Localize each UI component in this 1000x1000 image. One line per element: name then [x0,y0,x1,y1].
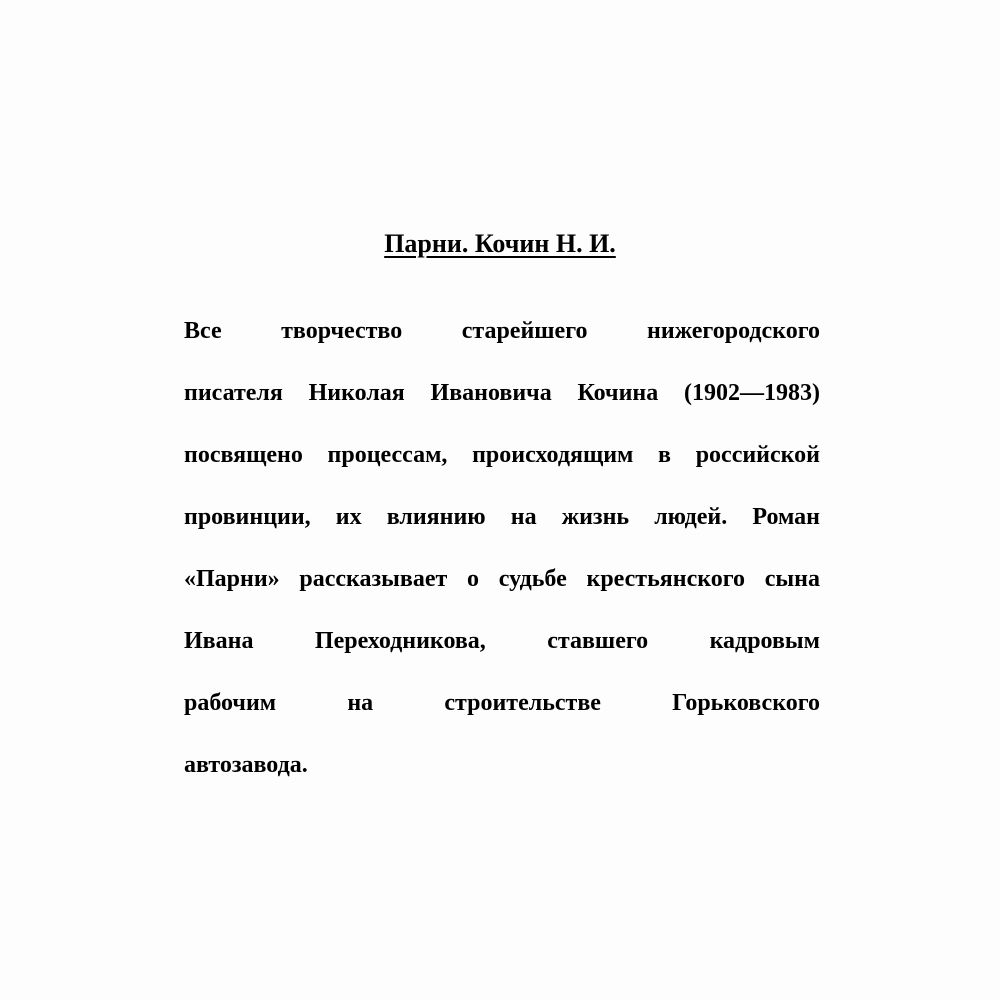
paragraph-line: писателя Николая Ивановича Кочина (1902—1983) [184,380,820,406]
document-title-text: Парни. Кочин Н. И. [384,229,616,258]
paragraph-line: «Парни» рассказывает о судьбе крестьянского сына [184,566,820,592]
paragraph-line: рабочим на строительстве Горьковского [184,690,820,716]
description-paragraph [184,300,820,796]
paragraph-line: автозавода. [184,752,308,778]
paragraph-line: посвящено процессам, происходящим в российской [184,442,820,468]
paragraph-line: провинции, их влиянию на жизнь людей. Роман [184,504,820,530]
paragraph-line: Ивана Переходникова, ставшего кадровым [184,628,820,654]
document-title [0,226,1000,262]
paragraph-line: Все творчество старейшего нижегородского [184,318,820,344]
